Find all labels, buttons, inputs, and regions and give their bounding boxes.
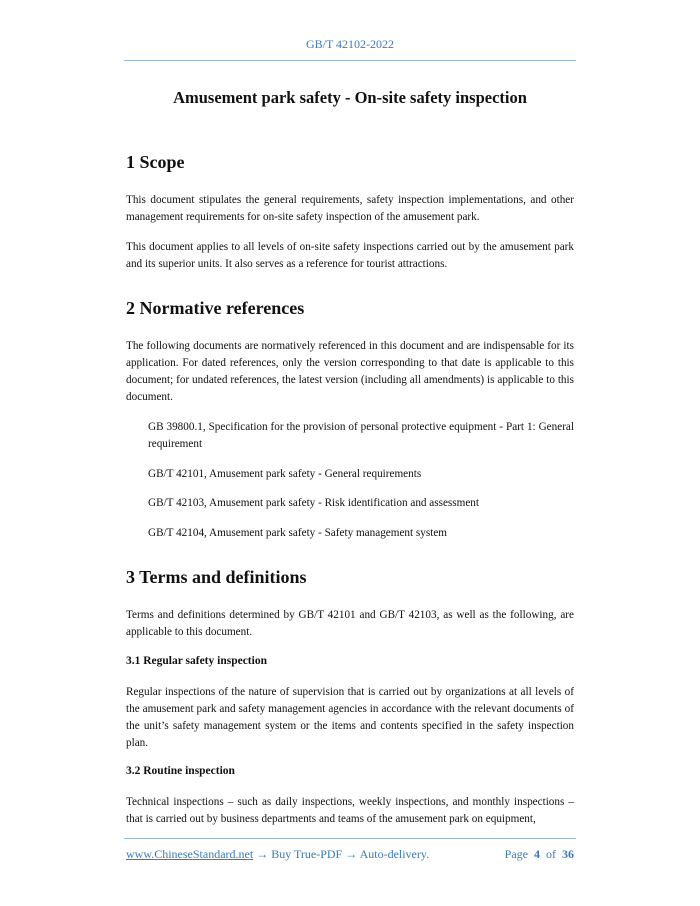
page-footer: [126, 847, 574, 862]
page-indicator: [505, 847, 574, 862]
total-pages: 36: [562, 847, 574, 861]
section-heading-normative-references: 2 Normative references: [126, 298, 305, 318]
header-divider: [124, 60, 576, 61]
reference-item: GB/T 42104, Amusement park safety - Safety management system: [148, 527, 447, 539]
footer-divider: [124, 838, 576, 839]
reference-item: GB/T 42101, Amusement park safety - General requirements: [148, 468, 422, 480]
of-label: of: [546, 847, 556, 861]
paragraph: This document applies to all levels of on-site safety inspections carried out by the amusement park and its superior units. It also serves as a reference for tourist attractions.: [126, 241, 574, 270]
paragraph: The following documents are normatively referenced in this document and are indispensable for its application. For dated references, only the version corresponding to that date is applicable to this document; for undated references, the latest version (including all amendments) is applicable to this document.: [126, 340, 574, 403]
paragraph: This document stipulates the general requirements, safety inspection implementations, and other management requirements for on-site safety inspection of the amusement park.: [126, 194, 574, 223]
page-label: Page: [504, 847, 528, 861]
section-heading-terms-definitions: 3 Terms and definitions: [126, 567, 307, 587]
document-title: Amusement park safety - On-site safety inspection: [173, 88, 527, 107]
paragraph: Terms and definitions determined by GB/T 42101 and GB/T 42103, as well as the following, are applicable to this document.: [126, 609, 574, 638]
document-number-header: GB/T 42102-2022: [305, 37, 395, 51]
footer-promo-text: → Buy True-PDF → Auto-delivery.: [253, 847, 430, 861]
chinesestandard-link[interactable]: www.ChineseStandard.net: [126, 847, 254, 861]
term-heading: 3.1 Regular safety inspection: [126, 655, 267, 667]
term-definition: Technical inspections – such as daily inspections, weekly inspections, and monthly inspections – that is carried out by business departments and teams of the amusement park on equipment,: [126, 796, 574, 825]
section-heading-scope: 1 Scope: [126, 152, 185, 172]
reference-item: GB 39800.1, Specification for the provision of personal protective equipment - Part 1: General requirement: [148, 421, 574, 450]
footer-promo: [126, 847, 429, 862]
reference-item: GB/T 42103, Amusement park safety - Risk identification and assessment: [148, 497, 480, 509]
page-number: 4: [534, 847, 540, 861]
term-heading: 3.2 Routine inspection: [126, 765, 235, 777]
term-definition: Regular inspections of the nature of supervision that is carried out by organizations at all levels of the amusement park and safety management agencies in accordance with the relevant documents of the unit’s safety management system or the items and contents specified in the safety inspection plan.: [126, 686, 574, 749]
